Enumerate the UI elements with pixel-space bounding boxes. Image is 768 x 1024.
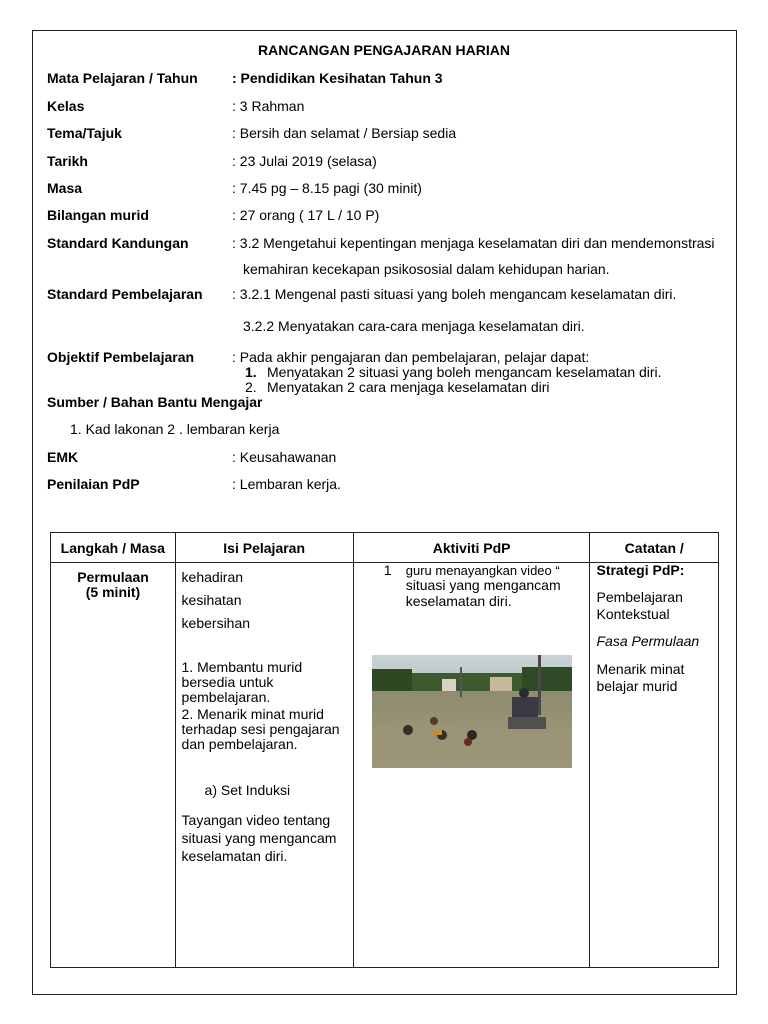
step-time: (5 minit) xyxy=(85,584,141,600)
content-item: kehadiran xyxy=(181,569,244,585)
theme-label: Tema/Tajuk xyxy=(47,125,122,141)
content-purpose-line: pembelajaran. xyxy=(181,689,271,705)
content-item: kebersihan xyxy=(181,615,251,631)
content-purpose-line: dan pembelajaran. xyxy=(181,736,298,752)
activity-number: 1 xyxy=(383,562,392,578)
notes-line: belajar murid xyxy=(596,678,678,694)
time-value: : 7.45 pg – 8.15 pagi (30 minit) xyxy=(232,180,422,196)
content-standard-line1: : 3.2 Mengetahui kepentingan menjaga keselamatan diri dan mendemonstrasi xyxy=(232,235,715,251)
activity-cell xyxy=(353,563,590,968)
lesson-table xyxy=(50,532,719,968)
theme-value: : Bersih dan selamat / Bersiap sedia xyxy=(232,125,457,141)
subject-value: : Pendidikan Kesihatan Tahun 3 xyxy=(232,70,443,86)
activity-line: situasi yang mengancam xyxy=(405,577,561,593)
table-header-row xyxy=(51,533,719,563)
learning-standard-label: Standard Pembelajaran xyxy=(47,286,203,302)
emk-value: : Keusahawanan xyxy=(232,449,337,465)
pupils-value: : 27 orang ( 17 L / 10 P) xyxy=(232,207,380,223)
content-standard-label: Standard Kandungan xyxy=(47,235,189,251)
resources-label: Sumber / Bahan Bantu Mengajar xyxy=(47,394,263,410)
learning-standard-line2: 3.2.2 Menyatakan cara-cara menjaga keselamatan diri. xyxy=(243,318,585,334)
objective-intro: : Pada akhir pengajaran dan pembelajaran, pelajar dapat: xyxy=(232,349,590,365)
subject-label: Mata Pelajaran / Tahun xyxy=(47,70,198,86)
activity-line: guru menayangkan video “ xyxy=(405,563,560,578)
video-line: keselamatan diri. xyxy=(181,848,288,864)
resources-value: 1. Kad lakonan 2 . lembaran kerja xyxy=(70,421,280,437)
time-label: Masa xyxy=(47,180,83,196)
header-step: Langkah / Masa xyxy=(51,533,176,563)
step-name: Permulaan xyxy=(77,569,149,585)
notes-heading: Strategi PdP: xyxy=(596,562,685,578)
content-standard-line2: kemahiran kecekapan psikososial dalam kehidupan harian. xyxy=(243,261,610,277)
date-value: : 23 Julai 2019 (selasa) xyxy=(232,153,377,169)
video-line: situasi yang mengancam xyxy=(181,830,337,846)
class-value: : 3 Rahman xyxy=(232,98,305,114)
objective-label: Objektif Pembelajaran xyxy=(47,349,195,365)
objective-2-number: 2. xyxy=(245,379,257,395)
flood-photo-illustration xyxy=(372,655,572,768)
notes-line: Menarik minat xyxy=(596,661,685,677)
content-purpose-line: bersedia untuk xyxy=(181,674,274,690)
header-content: Isi Pelajaran xyxy=(175,533,353,563)
video-line: Tayangan video tentang xyxy=(181,812,331,828)
set-induksi: a) Set Induksi xyxy=(204,782,291,798)
objective-2: Menyatakan 2 cara menjaga keselamatan diri xyxy=(267,379,550,395)
activity-line: keselamatan diri. xyxy=(405,593,512,609)
step-cell xyxy=(51,563,176,968)
content-purpose-line: terhadap sesi pengajaran xyxy=(181,721,340,737)
content-item: kesihatan xyxy=(181,592,242,608)
document-title: RANCANGAN PENGAJARAN HARIAN xyxy=(257,42,510,58)
flood-photo xyxy=(372,655,572,768)
notes-line: Pembelajaran xyxy=(596,589,683,605)
notes-line: Kontekstual xyxy=(596,606,670,622)
date-label: Tarikh xyxy=(47,153,88,169)
header-activity: Aktiviti PdP xyxy=(353,533,590,563)
emk-label: EMK xyxy=(47,449,79,465)
table-row xyxy=(51,563,719,968)
class-label: Kelas xyxy=(47,98,85,114)
content-purpose-line: 2. Menarik minat murid xyxy=(181,706,324,722)
notes-phase: Fasa Permulaan xyxy=(596,633,700,649)
objective-1-number: 1. xyxy=(245,364,257,380)
content-purpose-line: 1. Membantu murid xyxy=(181,659,303,675)
content-cell xyxy=(175,563,353,968)
header-notes: Catatan / xyxy=(590,533,719,563)
notes-cell xyxy=(590,563,719,968)
assessment-value: : Lembaran kerja. xyxy=(232,476,341,492)
objective-1: Menyatakan 2 situasi yang boleh mengancam keselamatan diri. xyxy=(267,364,662,380)
learning-standard-line1: : 3.2.1 Mengenal pasti situasi yang boleh mengancam keselamatan diri. xyxy=(232,286,677,302)
pupils-label: Bilangan murid xyxy=(47,207,149,223)
assessment-label: Penilaian PdP xyxy=(47,476,140,492)
